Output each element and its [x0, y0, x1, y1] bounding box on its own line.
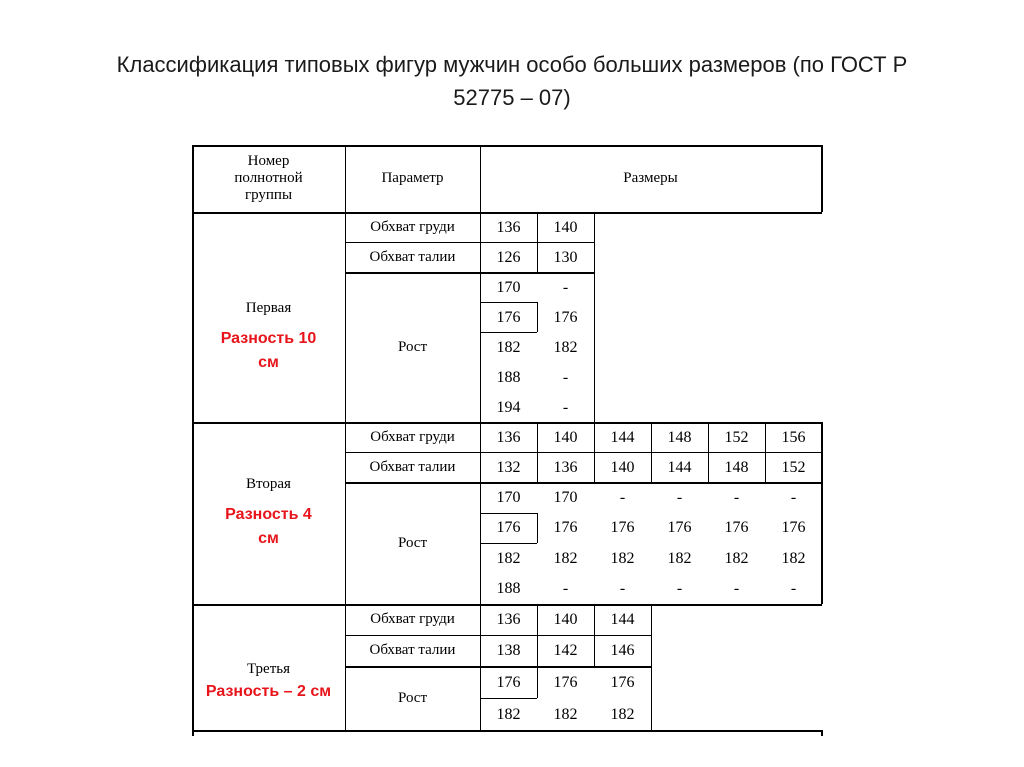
waist-value: 136 — [553, 458, 578, 476]
chest-value: 140 — [553, 428, 578, 446]
height-value: - — [790, 580, 797, 598]
height-value: 182 — [781, 549, 806, 567]
group-difference-note: Разность 10 см — [220, 329, 317, 371]
title-line-2: 52775 – 07) — [453, 85, 571, 110]
group-cell-2 — [192, 604, 345, 730]
group-cell-1 — [192, 422, 345, 604]
waist-value: 144 — [667, 458, 692, 476]
waist-value: 132 — [496, 458, 521, 476]
header-group-number: Номер полнотной группы — [234, 153, 303, 203]
height-value: 188 — [496, 580, 521, 598]
table-border — [480, 513, 537, 514]
parameter-waist-label: Обхват талии — [369, 248, 456, 265]
height-value: 170 — [496, 278, 521, 296]
parameter-height-label: Рост — [397, 689, 428, 706]
group-name: Первая — [245, 299, 292, 316]
chest-value: 136 — [496, 218, 521, 236]
waist-value: 152 — [781, 458, 806, 476]
table-border — [480, 666, 537, 667]
height-value: 176 — [610, 673, 635, 691]
chest-value: 140 — [553, 611, 578, 628]
height-value: 176 — [553, 519, 578, 537]
table-border — [537, 604, 538, 666]
table-border — [537, 422, 538, 482]
waist-value: 130 — [553, 248, 578, 266]
table-border — [594, 212, 595, 422]
table-border — [192, 145, 194, 736]
waist-value: 138 — [496, 642, 521, 659]
chest-value: 136 — [496, 428, 521, 446]
table-border — [821, 145, 823, 212]
height-value: 176 — [496, 308, 521, 326]
table-border — [821, 730, 823, 736]
height-value: - — [676, 580, 683, 598]
table-border — [480, 604, 481, 730]
table-border — [651, 422, 652, 482]
table-border — [651, 604, 652, 730]
table-border — [345, 242, 594, 243]
height-value: 194 — [496, 398, 521, 416]
table-border — [537, 302, 538, 332]
parameter-chest-label: Обхват груди — [370, 218, 455, 235]
group-name: Вторая — [246, 475, 291, 492]
group-difference-note: Разность 4 см — [225, 505, 312, 547]
height-value: 182 — [496, 338, 521, 356]
waist-value: 140 — [610, 458, 635, 476]
height-value: - — [562, 580, 569, 598]
parameter-height-label: Рост — [397, 338, 428, 355]
waist-value: 146 — [610, 642, 635, 659]
height-value: 182 — [553, 705, 578, 723]
table-border — [345, 635, 651, 636]
table-border — [537, 666, 538, 698]
height-value: 182 — [496, 705, 521, 723]
height-value: 176 — [781, 519, 806, 537]
table-border — [345, 212, 346, 422]
group-name: Третья — [246, 660, 291, 677]
height-value: 182 — [496, 549, 521, 567]
height-value: 188 — [496, 368, 521, 386]
chest-value: 136 — [496, 611, 521, 628]
height-value: 176 — [553, 673, 578, 691]
table-border — [480, 302, 537, 303]
height-value: 176 — [496, 673, 521, 691]
table-border — [765, 422, 766, 482]
height-value: 182 — [553, 338, 578, 356]
height-value: 170 — [553, 488, 578, 506]
height-value: 182 — [610, 549, 635, 567]
height-value: - — [562, 368, 569, 386]
table-border — [594, 422, 595, 482]
parameter-height-label: Рост — [397, 534, 428, 551]
table-border — [345, 422, 346, 604]
parameter-waist-label: Обхват талии — [369, 642, 456, 658]
height-value: 176 — [553, 308, 578, 326]
table-border — [345, 145, 346, 212]
table-border — [345, 604, 346, 730]
height-value: 170 — [496, 488, 521, 506]
chest-value: 148 — [667, 428, 692, 446]
height-value: 176 — [724, 519, 749, 537]
waist-value: 142 — [553, 642, 578, 659]
parameter-chest-label: Обхват груди — [370, 428, 455, 445]
waist-value: 148 — [724, 458, 749, 476]
height-value: - — [562, 398, 569, 416]
table-border — [480, 145, 481, 212]
parameter-chest-label: Обхват груди — [370, 611, 455, 627]
height-value: 176 — [496, 519, 521, 537]
chest-value: 156 — [781, 428, 806, 446]
height-value: - — [790, 488, 797, 506]
height-value: - — [619, 488, 626, 506]
table-border — [480, 332, 537, 333]
table-border — [594, 604, 595, 666]
height-value: - — [619, 580, 626, 598]
table-border — [480, 543, 537, 544]
parameter-waist-label: Обхват талии — [369, 458, 456, 475]
waist-value: 126 — [496, 248, 521, 266]
height-value: - — [733, 580, 740, 598]
chest-value: 152 — [724, 428, 749, 446]
table-border — [537, 212, 538, 272]
height-value: - — [676, 488, 683, 506]
group-difference-note: Разность – 2 см — [205, 682, 332, 700]
height-value: 176 — [610, 519, 635, 537]
table-border — [480, 698, 537, 699]
height-value: 176 — [667, 519, 692, 537]
chest-value: 144 — [610, 611, 635, 628]
chest-value: 140 — [553, 218, 578, 236]
height-value: 182 — [667, 549, 692, 567]
title-line-1: Классификация типовых фигур мужчин особо больших размеров (по ГОСТ Р — [116, 52, 908, 77]
table-border — [345, 452, 822, 453]
header-parameter: Параметр — [381, 170, 444, 186]
group-cell-0 — [192, 212, 345, 422]
table-border — [480, 212, 481, 422]
header-sizes: Размеры — [623, 170, 678, 186]
table-border — [345, 272, 594, 274]
height-value: 182 — [553, 549, 578, 567]
height-value: - — [562, 278, 569, 296]
table-border — [821, 422, 823, 604]
table-border — [708, 422, 709, 482]
table-border — [192, 730, 822, 732]
table-border — [537, 513, 538, 544]
chest-value: 144 — [610, 428, 635, 446]
height-value: - — [733, 488, 740, 506]
table-border — [345, 482, 822, 484]
height-value: 182 — [724, 549, 749, 567]
height-value: 182 — [610, 705, 635, 723]
